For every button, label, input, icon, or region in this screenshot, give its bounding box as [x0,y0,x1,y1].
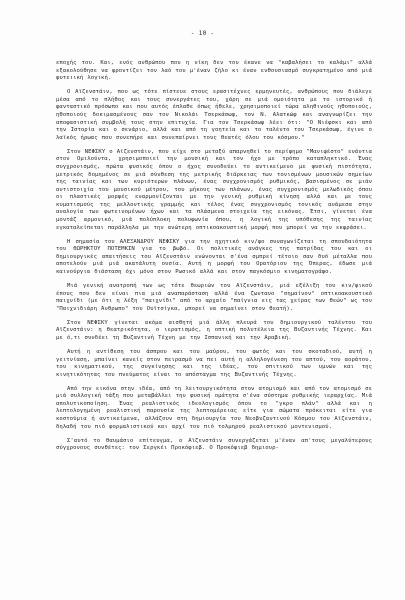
paragraph: Μιά γενική ανατροπή των ως τότε θεωριών του Αϊζενστάιν, μιά εξέλιξη του κιν/φικού έπους που δεν είναι πια μιά αναπαράσταση αλλά ένα ζωντανο "σημαίνον" οπτικοακουστικό παιχνίδι (με ότι η λέξη "παιχνίδι" από το αρχαίο "παίγνια εις τας χείρας των θεών" ως τον "Παιχνιδιάρη Άνθρωπο" του Ουϊτσίγκα, μπορεί να σημαίνει στον θεατή). [56,283,372,312]
paragraph: εποχής του. Και, ενός ανθρώπου που η νίκη δεν του έκανε να "καβαλήσει το καλάμι" αλλά εξακολούθησε να φροντίζει τον λαό του μ'έναν ζήλο κι έναν ενθουσιασμό συγκρατημένο από μιά φυτειική λογική. [56,60,372,82]
paragraph: Σ'αυτό το θαυμάσιο επίτευγμα, ο Αϊζενστάιν συνεργάζεται μ'έναν απ'τους μεγαλύτερους σύγχρονους συνθέτες: τον Σεργκέι Προκόφιεβ. Ο Προκόφιεβ δημιουρ- [56,437,372,452]
paragraph: Η σημασία του ΑΛΕΞΑΝΔΡΟΥ ΝΕΦΣΚΥ για την ηχητικό κιν/φο συναγωνίζεται τη σπουδαιότητα του ΘΩΡΗΚΤΟΥ ΠΟΤΕΜΚΙΝ για το βωβό. Οι πολιτικές ανάγκες της πατρίδας του και οι δημιουργικές απαιτήσεις του Αϊζενστάιν ενώνονται σ'ένα σμπρεί τέτοιο σαν δυό μέταλλα που αποτελούν μιά μιά ακατάλυτη ουσία. Αυτή η μορφή του Ορατόριου της Όπερας, έδωσε μιά καινούργια διάσταση όχι μόνο στον Ρωσικό αλλά και στον παγκόσμιο κινηματογράφο. [56,238,372,276]
document-body [56,60,372,453]
paragraph: Στον ΝΕΦΣΚΥ γίνεται ακόμα αισθητή μιά άλλη πλευρά του δημιουργικού ταλέντου του Αϊζενστάιν: η θεατρικότητα, ο ιερατισμός, η οπτική πολυτέλεια της Βυζαντινής Τέχνης. Και με ό,τι συνδέει τη Βυζαντινή Τέχνη με την Ισπανική και την Αραβική. [56,319,372,341]
page-number: - 10 - [190,30,215,37]
paragraph: Αυτή η αντίθεση του άσπρου και του μαύρου, του φωτός και του σκοταδιού, αυτή η γειτνίαση, μπαίνει κανείς στον πειρασμό να πει αυτή η αλληλογένεση του απτού, του αοράτου, του κινηματικού, της συγκίνησης και της ιδέας, του σπιτικού των υμνών και της κινητικότητας του πνεύματος είναι το απόσταγμα της Βυζαντινής Τέχνης. [56,348,372,378]
paragraph: Στον ΝΕΦΣΚΥ ο Αϊζενστάιν, που είχε στο μεταξύ απαρνηθεί το περίφημο "Μανιφέστο" ενάντια στον Ομιλούντα, χρησιμοποιεί την μουσική και τον ήχο με τρόπο καταπληκτικό. Ένας συγχρονισμός, πρώτα φυσικός όπου ο ήχος συνοδεύει το αντικείμενο με φυσική πιστότητα, μετρικός δομημένος σε μιά σύνθεση της μετρικής διάρκειας των τονισμένων μουσικών σημείων της ταινίας και των κυριότερων πλάνων, ένας συγχρονισμός ρυθμικός, βασισμένος σε μιάν αντιστοιχία του μουσικού μέτρου, του μήκους των πλάνων, ένας συγχρονισμός μελωδικός όπου οι πλαστικές μορφές εναρμονίζονται με την γενική ρυθμική κίνηση αλλά και με τους κυματισμούς της μελλοντικής γραμμής και τέλος ένας συγχρονισμός τονικός ανάμεσα στην αναλογία των φωτεινομένων ήχων και τα πλάσμενα στοιχεία της εικόνας. Έτσι, γίνεται ένα μοντάζ αρμονικό, μιά πολύπλοκη πολυφωνία όπου, η λογική της υπόθεσης της ταινίας εγκαταλείπεται παράλληλα με την ανώτερη οπτικοακουστική μορφή που μπορεί να την εκφράσει. [56,148,372,231]
paragraph: Ο Αϊζενστάιν, που ως τότε πίστευε στους ερασιτέχνες ερμηνευτές, ανθρώπους που διάλεγε μέσα από το πλήθος και τους συνεργάτες του, χάρη σε μιά ομοιότητα με το ιστορικό ή φανταστικό πρόσωπο και που αυτός έπλαθε όπως ήθελε, χρησιμοποιεί τώρα αληθινούς ηθοποιούς, ηθοποιούς δοκιμασμένους σαν τον Νικολάι Τσερκάσωφ, τον Ν. Αλατκώφ και αναγνωρίζει την αποφασιστική συμβολή τους στην επιτυχία. Για τον Τσερκάσωφ λέει ότι: "Ο Νιέφσκι και από την Ιστορία και ο σενάριο, αλλά και από τη γοητεία και το ταλέντο του Τσερκάσωφ, έγινε ο λαϊκός ήρωας που συνεπήρε και συνεπαίρνει τους θεατές όλου του κόσμου." [56,89,372,141]
paragraph: Από την εικόνα στην ιδέα, από τη λειτουργικότητα στον ατομισμό και από τον ατομισμό σε μιά συλλογική τάξη που μεταβάλλει την φυσική ομάτητα σ'ένα σύστημα ρυθμικής ιεραρχίας. Μιά απολυτικοποίηση. Ένας ρεαλιστικός ιδεολογισμός όπου το "γκρο πλάν" αλλά και η λεπτολογημένη ρεαλιστική παρουσία της λεπτομέρειας είτε για σώματα πρόκειται είτε για κοστούμια ή αντικείμενα, αλλάζουν στη δημιουργία του Νεοβυζαντινού Κόσμου του Αϊζενστάιν, δηλαδή του πιό φορμαλιστικού και αρχί του πιό τολμηρού ρεαλιστικού μοντενισμού. [56,385,372,430]
